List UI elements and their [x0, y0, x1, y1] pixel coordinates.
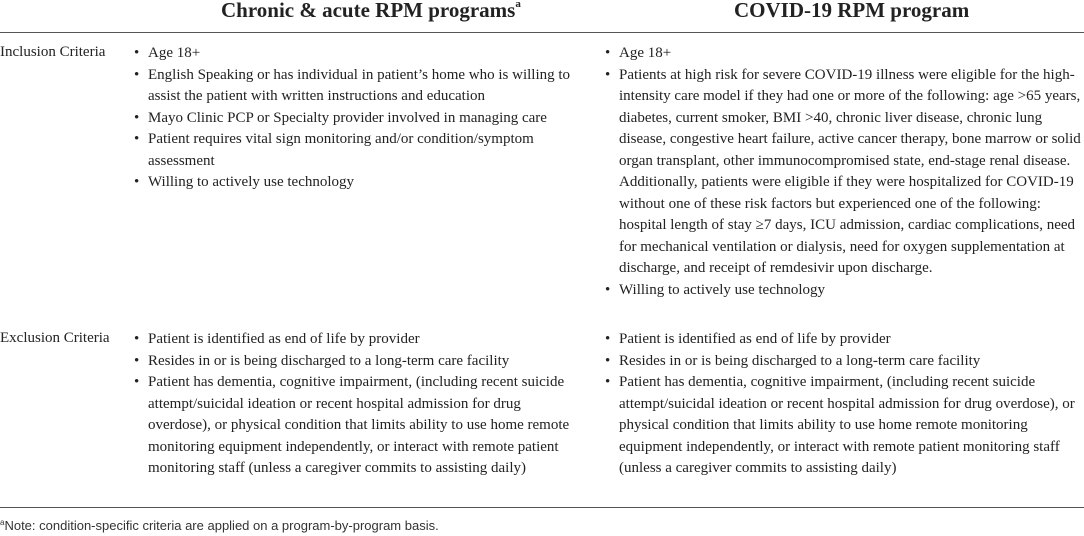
criteria-item: • Willing to actively use technology	[134, 172, 584, 194]
criteria-item: • Patients at high risk for severe COVID-19 illness were eligible for the high-intensity care model if they had one or more of the following: age >65 years, diabetes, current smoker, BMI >40, chronic liver disease, chronic lung disease, congestive heart failure, active cancer therapy, bone marrow or solid organ transplant, other immunocompromised state, end-stage renal disease. Additionally, patients were eligible if they were hospitalized for COVID-19 without one of these risk factors but experienced one of the following: hospital length of stay ≥7 days, ICU admission, cardiac complications, need for mechanical ventilation or dialysis, need for oxygen supplementation at discharge, and receipt of remdesivir upon discharge.	[605, 65, 1084, 280]
exclusion-chronic-list	[134, 329, 584, 480]
row-label-exclusion: Exclusion Criteria	[0, 330, 110, 346]
footnote-text: Note: condition-specific criteria are applied on a program-by-program basis.	[4, 518, 439, 533]
criteria-item: • Patient is identified as end of life by provider	[134, 329, 584, 351]
row-label-inclusion: Inclusion Criteria	[0, 44, 106, 60]
inclusion-chronic-list	[134, 43, 584, 194]
header-chronic-text: Chronic & acute RPM programs	[221, 0, 516, 22]
criteria-item: • English Speaking or has individual in patient’s home who is willing to assist the patient with written instructions and education	[134, 65, 584, 108]
criteria-item: • Age 18+	[605, 43, 1084, 65]
inclusion-covid-list	[605, 43, 1084, 301]
criteria-item: • Resides in or is being discharged to a long-term care facility	[605, 351, 1084, 373]
criteria-item: • Resides in or is being discharged to a long-term care facility	[134, 351, 584, 373]
criteria-item: • Patient has dementia, cognitive impairment, (including recent suicide attempt/suicidal ideation or recent hospital admission for drug overdose), or physical condition that limits ability to use home remote monitoring equipment independently, or interact with remote patient monitoring staff (unless a caregiver commits to assisting daily)	[605, 372, 1084, 480]
criteria-item: • Patient requires vital sign monitoring and/or condition/symptom assessment	[134, 129, 584, 172]
footnote-marker: a	[0, 518, 5, 527]
exclusion-covid-list	[605, 329, 1084, 480]
criteria-item: • Age 18+	[134, 43, 584, 65]
criteria-item: • Willing to actively use technology	[605, 280, 1084, 302]
table-footnote	[0, 518, 439, 533]
header-footnote-marker: a	[515, 0, 521, 10]
table-header-row	[0, 0, 1084, 33]
header-covid: COVID-19 RPM program	[734, 0, 970, 22]
table-bottom-rule	[0, 507, 1084, 508]
criteria-item: • Patient is identified as end of life by provider	[605, 329, 1084, 351]
header-chronic-acute	[221, 0, 521, 23]
criteria-item: • Patient has dementia, cognitive impairment, (including recent suicide attempt/suicidal ideation or recent hospital admission for drug overdose), or physical condition that limits ability to use home remote monitoring equipment independently, or interact with remote patient monitoring staff (unless a caregiver commits to assisting daily)	[134, 372, 584, 480]
criteria-item: • Mayo Clinic PCP or Specialty provider involved in managing care	[134, 108, 584, 130]
